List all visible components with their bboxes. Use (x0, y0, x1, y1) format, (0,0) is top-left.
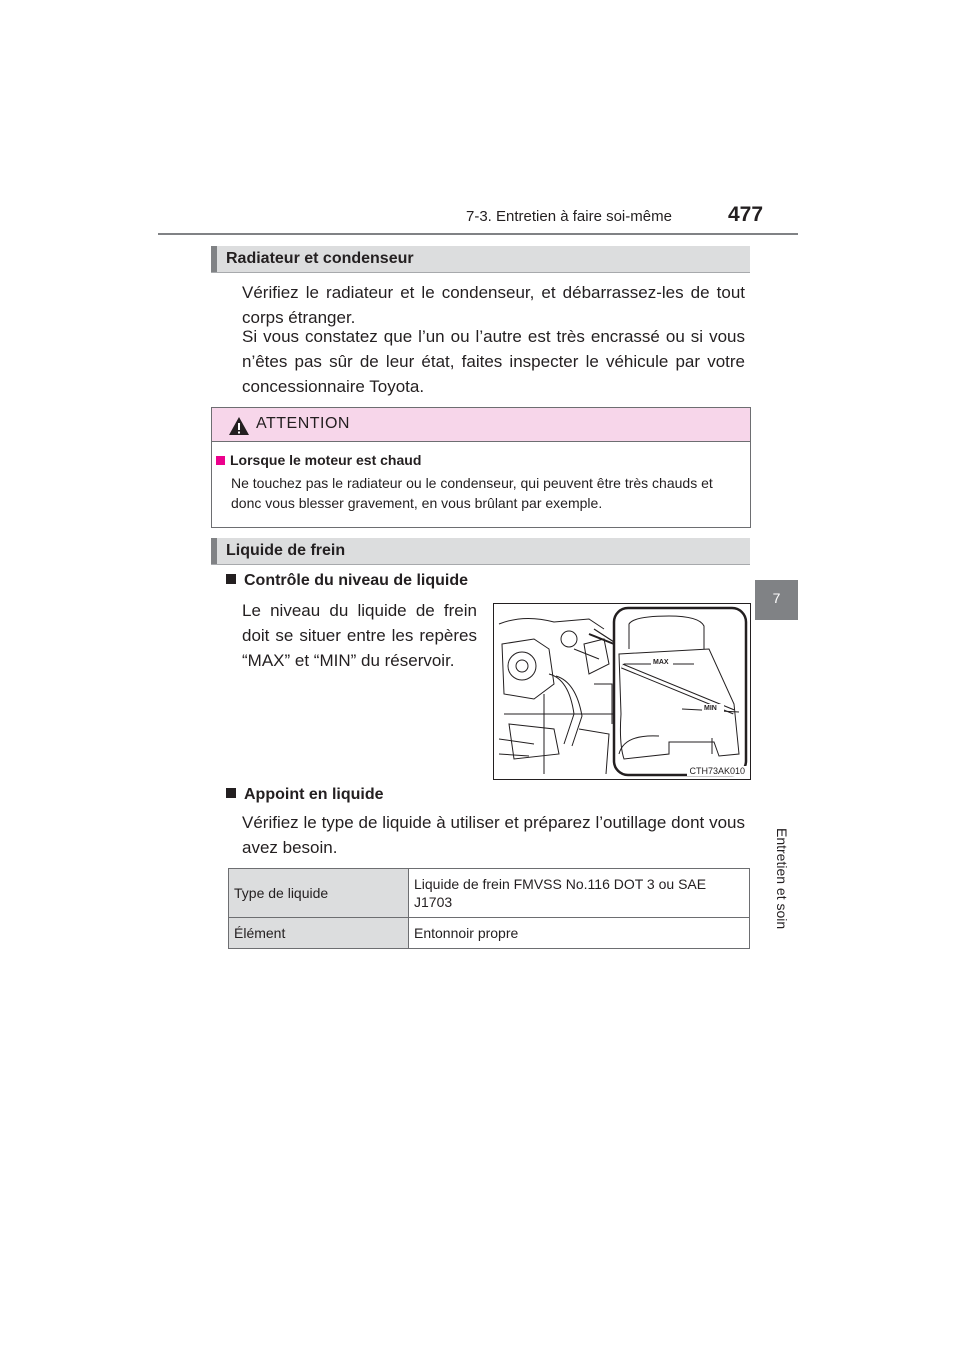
check-level-heading (226, 572, 468, 590)
warning-subheading-text: Lorsque le moteur est chaud (230, 452, 422, 468)
section-heading-brake-fluid (211, 538, 750, 565)
radiator-paragraph-1: Vérifiez le radiateur et le condenseur, et débarrassez-les de tout corps étranger. (242, 283, 745, 327)
engine-bay-illustration (494, 604, 750, 779)
check-level-heading-text: Contrôle du niveau de liquide (244, 572, 469, 589)
warning-title: ATTENTION (256, 415, 350, 432)
table-key: Élément (229, 918, 409, 949)
refill-heading-text: Appoint en liquide (244, 786, 384, 803)
warning-subheading (216, 452, 421, 468)
section-heading-label: Radiateur et condenseur (226, 250, 414, 267)
figure-max-label: MAX (653, 659, 669, 666)
check-level-text: Le niveau du liquide de frein doit se situer entre les repères “MAX” et “MIN” du réservoir. (242, 601, 477, 670)
section-heading-radiator (211, 246, 750, 273)
section-heading-label: Liquide de frein (226, 542, 346, 559)
header-section-title: 7-3. Entretien à faire soi-même (466, 208, 672, 225)
radiator-paragraph-2: Si vous constatez que l’un ou l’autre est très encrassé ou si vous n’êtes pas sûr de leur état, faites inspecter le véhicule par votre concessionnaire Toyota. (242, 327, 745, 396)
warning-triangle-icon (228, 416, 250, 436)
table-key: Type de liquide (229, 869, 409, 918)
warning-box (211, 407, 751, 528)
page-number: 477 (728, 203, 764, 226)
chapter-tab (755, 580, 798, 620)
table-row (229, 869, 750, 918)
section-accent (211, 538, 217, 564)
brake-reservoir-figure (493, 603, 751, 780)
table-value: Entonnoir propre (409, 918, 750, 949)
brake-fluid-table (228, 868, 750, 949)
refill-text: Vérifiez le type de liquide à utiliser et préparez l’outillage dont vous avez besoin. (242, 813, 745, 857)
warning-text: Ne touchez pas le radiateur ou le condenseur, qui peuvent être très chauds et donc vous blesser gravement, en vous brûlant par exemple. (231, 475, 713, 511)
figure-min-label: MIN (704, 705, 717, 712)
figure-code: CTH73AK010 (689, 766, 745, 776)
table-value: Liquide de frein FMVSS No.116 DOT 3 ou SAE J1703 (409, 869, 750, 918)
bullet-square-icon (226, 788, 236, 798)
table-row (229, 918, 750, 949)
header-divider (158, 233, 798, 235)
chapter-label-text: Entretien et soin (774, 828, 790, 930)
section-accent (211, 246, 217, 272)
bullet-square-icon (226, 574, 236, 584)
refill-heading (226, 786, 384, 804)
warning-header (212, 408, 750, 442)
chapter-side-label (768, 828, 790, 948)
bullet-square-icon (216, 456, 225, 465)
chapter-number: 7 (772, 590, 781, 606)
